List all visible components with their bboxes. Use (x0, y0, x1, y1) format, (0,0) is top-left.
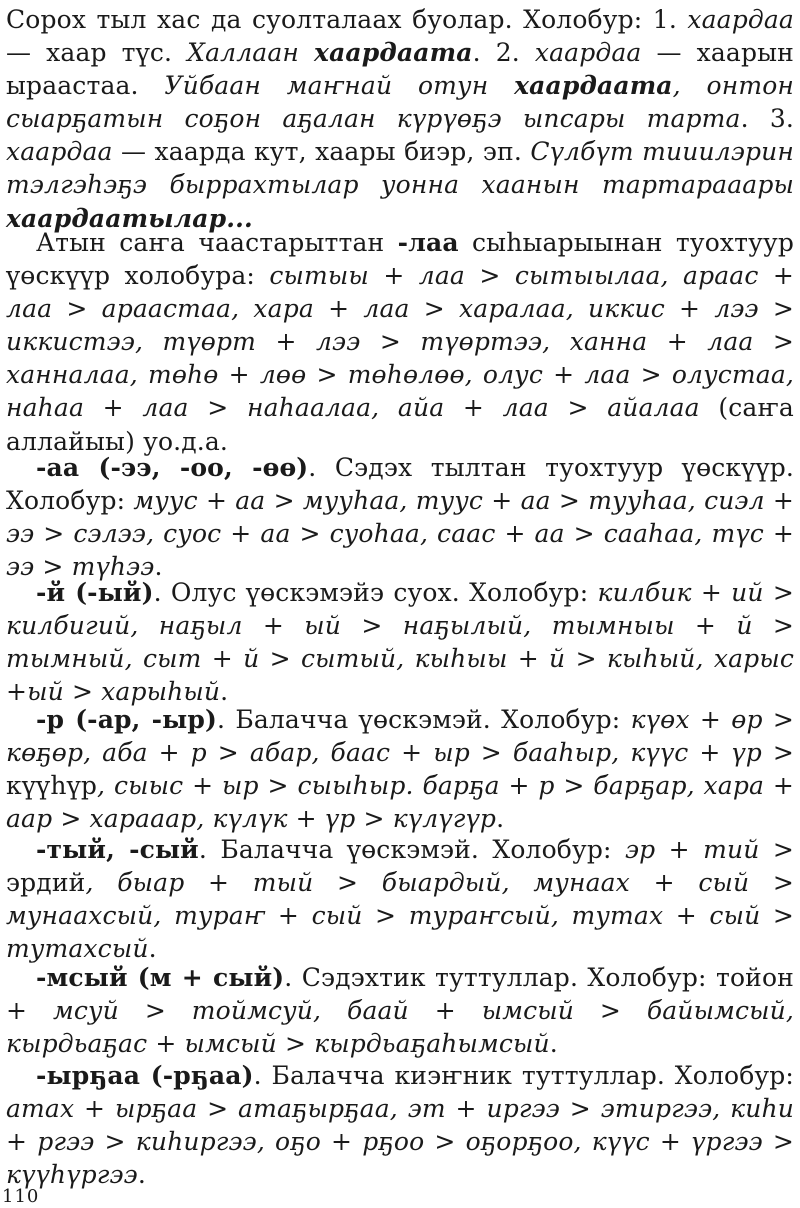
text-run: . (496, 804, 505, 834)
text-run: -ырҕаа (-рҕаа) (36, 1061, 254, 1090)
paragraph-suffix-laa (6, 226, 794, 458)
text-run: (саҥа аллайыы) уо.д.а. (6, 393, 794, 456)
text-run: , онтон сыарҕатын соҕон аҕалан күрүөҕэ ыпсары тарта (6, 71, 795, 134)
text-run: . (220, 677, 229, 707)
text-run: хаардаа (6, 137, 113, 167)
text-run: , сыыс + ыр > сыыһыр. барҕа + р > барҕар, хара + аар > харaаар, күлүк + үр > күлүгүр (6, 771, 794, 834)
text-run: Халлаан (187, 38, 315, 68)
paragraph-suffix-tyy (6, 833, 794, 965)
text-run: атах + ырҕаа > атаҕырҕаа, эт + иргээ > этиргээ, киһи + ргээ > киһиргээ, оҕо + рҕоо > оҕорҕоо, күүс + үргээ > күүһүргээ (6, 1094, 794, 1190)
text-run: . (549, 1029, 558, 1059)
text-run: -лаа (397, 228, 459, 257)
paragraph-suffix-r (6, 703, 794, 835)
text-run: эрдий (6, 868, 86, 898)
text-run: сыһыарыынан туохтуур үөскүүр холобура: (6, 228, 794, 291)
text-run: . Олус үөскэмэйэ суох. Холобур: (153, 578, 598, 607)
text-run: . Балачча үөскэмэй. Холобур: (216, 705, 631, 734)
text-run: . Балачча үөскэмэй. Холобур: (198, 835, 625, 864)
paragraph-suffix-yrgaa (6, 1059, 794, 1191)
text-run: муус + аа > мууһаа, туус + аа > тууһаа, сиэл + ээ > сэлээ, суос + аа > суоһаа, саас + аа > сааһаа, түс + ээ > түһээ (6, 486, 795, 582)
text-run: . (148, 934, 157, 964)
text-run: . Балачча киэҥник туттуллар. Холобур: (253, 1061, 794, 1090)
text-run: -тый, -сый (36, 835, 199, 864)
text-run: -мсый (м + сый) (36, 963, 285, 992)
text-run: . Сэдэхтик туттуллар. Холобур: (284, 963, 716, 992)
text-run: Атын саҥа чаастарыттан (36, 228, 398, 257)
text-run: . 3. (740, 104, 794, 134)
text-run: Сорох тыл хас да суолталаах буолар. Холобур: 1. (6, 5, 688, 34)
text-run: күүһүр (6, 771, 98, 801)
text-run: . (137, 1160, 146, 1190)
paragraph-suffix-aa (6, 451, 794, 583)
paragraph-polysemy (6, 3, 794, 235)
text-run: . 2. (472, 38, 535, 68)
text-run: + мсуй > тоймсуй, баай + ымсый > байымсый, кырдьаҕас + ымсый > кырдьаҕаһымсый (6, 996, 794, 1059)
text-run: . Сэдэх тылтан туохтуур үөскүүр. Холобур: (6, 453, 794, 516)
paragraph-suffix-msyy (6, 961, 794, 1060)
text-run: сытыы + лаа > сытыылаа, араас + лаа > араастаа, хара + лаа > харалаа, иккис + лээ > иккистээ, түөрт + лээ > түөртээ, ханна + лаа > ханналаа, төһө + лөө > төһөлөө, олус + лаа > олустаа, наһаа + лаа > наһаалаа, айа + лаа > айалаа (6, 261, 794, 423)
text-run: -р (-ар, -ыр) (36, 705, 217, 734)
text-run: -й (-ый) (36, 578, 154, 607)
text-run: хаардаата (314, 38, 473, 68)
text-run: күөх + өр > көҕөр, аба + р > абар, баас + ыр > бааһыр, күүс + үр > (6, 705, 794, 768)
text-run: тойон (715, 963, 794, 992)
text-run: — хаарын ыраастаа. (6, 38, 794, 101)
text-run: , быар + тый > быардый, мунаах + сый > мунаахсый, тураҥ + сый > тураҥсый, тутах + сый > тутахсый (6, 868, 794, 964)
text-run: — хаар түс. (6, 38, 188, 68)
page-number: 110 (2, 1186, 40, 1207)
text-run: килбик + ий > килбигий, наҕыл + ый > наҕылый, тымныы + й > тымный, сыт + й > сытый, кыһыы + й > кыһый, харыс +ый > харыһый (6, 578, 795, 707)
text-run: хаардаа (534, 38, 642, 68)
text-run: хаардаатылар... (6, 203, 253, 233)
text-run: хаардаата (514, 71, 673, 101)
text-run: Сүлбүт тииилэрин тэлгэһэҕэ быррахтылар уонна хаанын тартарааары (6, 137, 794, 200)
text-run: . (154, 552, 163, 582)
text-run: Уйбаан маҥнай отун (164, 71, 515, 101)
text-run: хаардаа (687, 5, 794, 34)
text-run: эр + тий > (624, 835, 794, 864)
paragraph-suffix-iy (6, 576, 794, 708)
text-run: — хаарда кут, хаары биэр, эп. (112, 137, 531, 167)
text-run: -аа (-ээ, -оо, -өө) (36, 453, 309, 482)
